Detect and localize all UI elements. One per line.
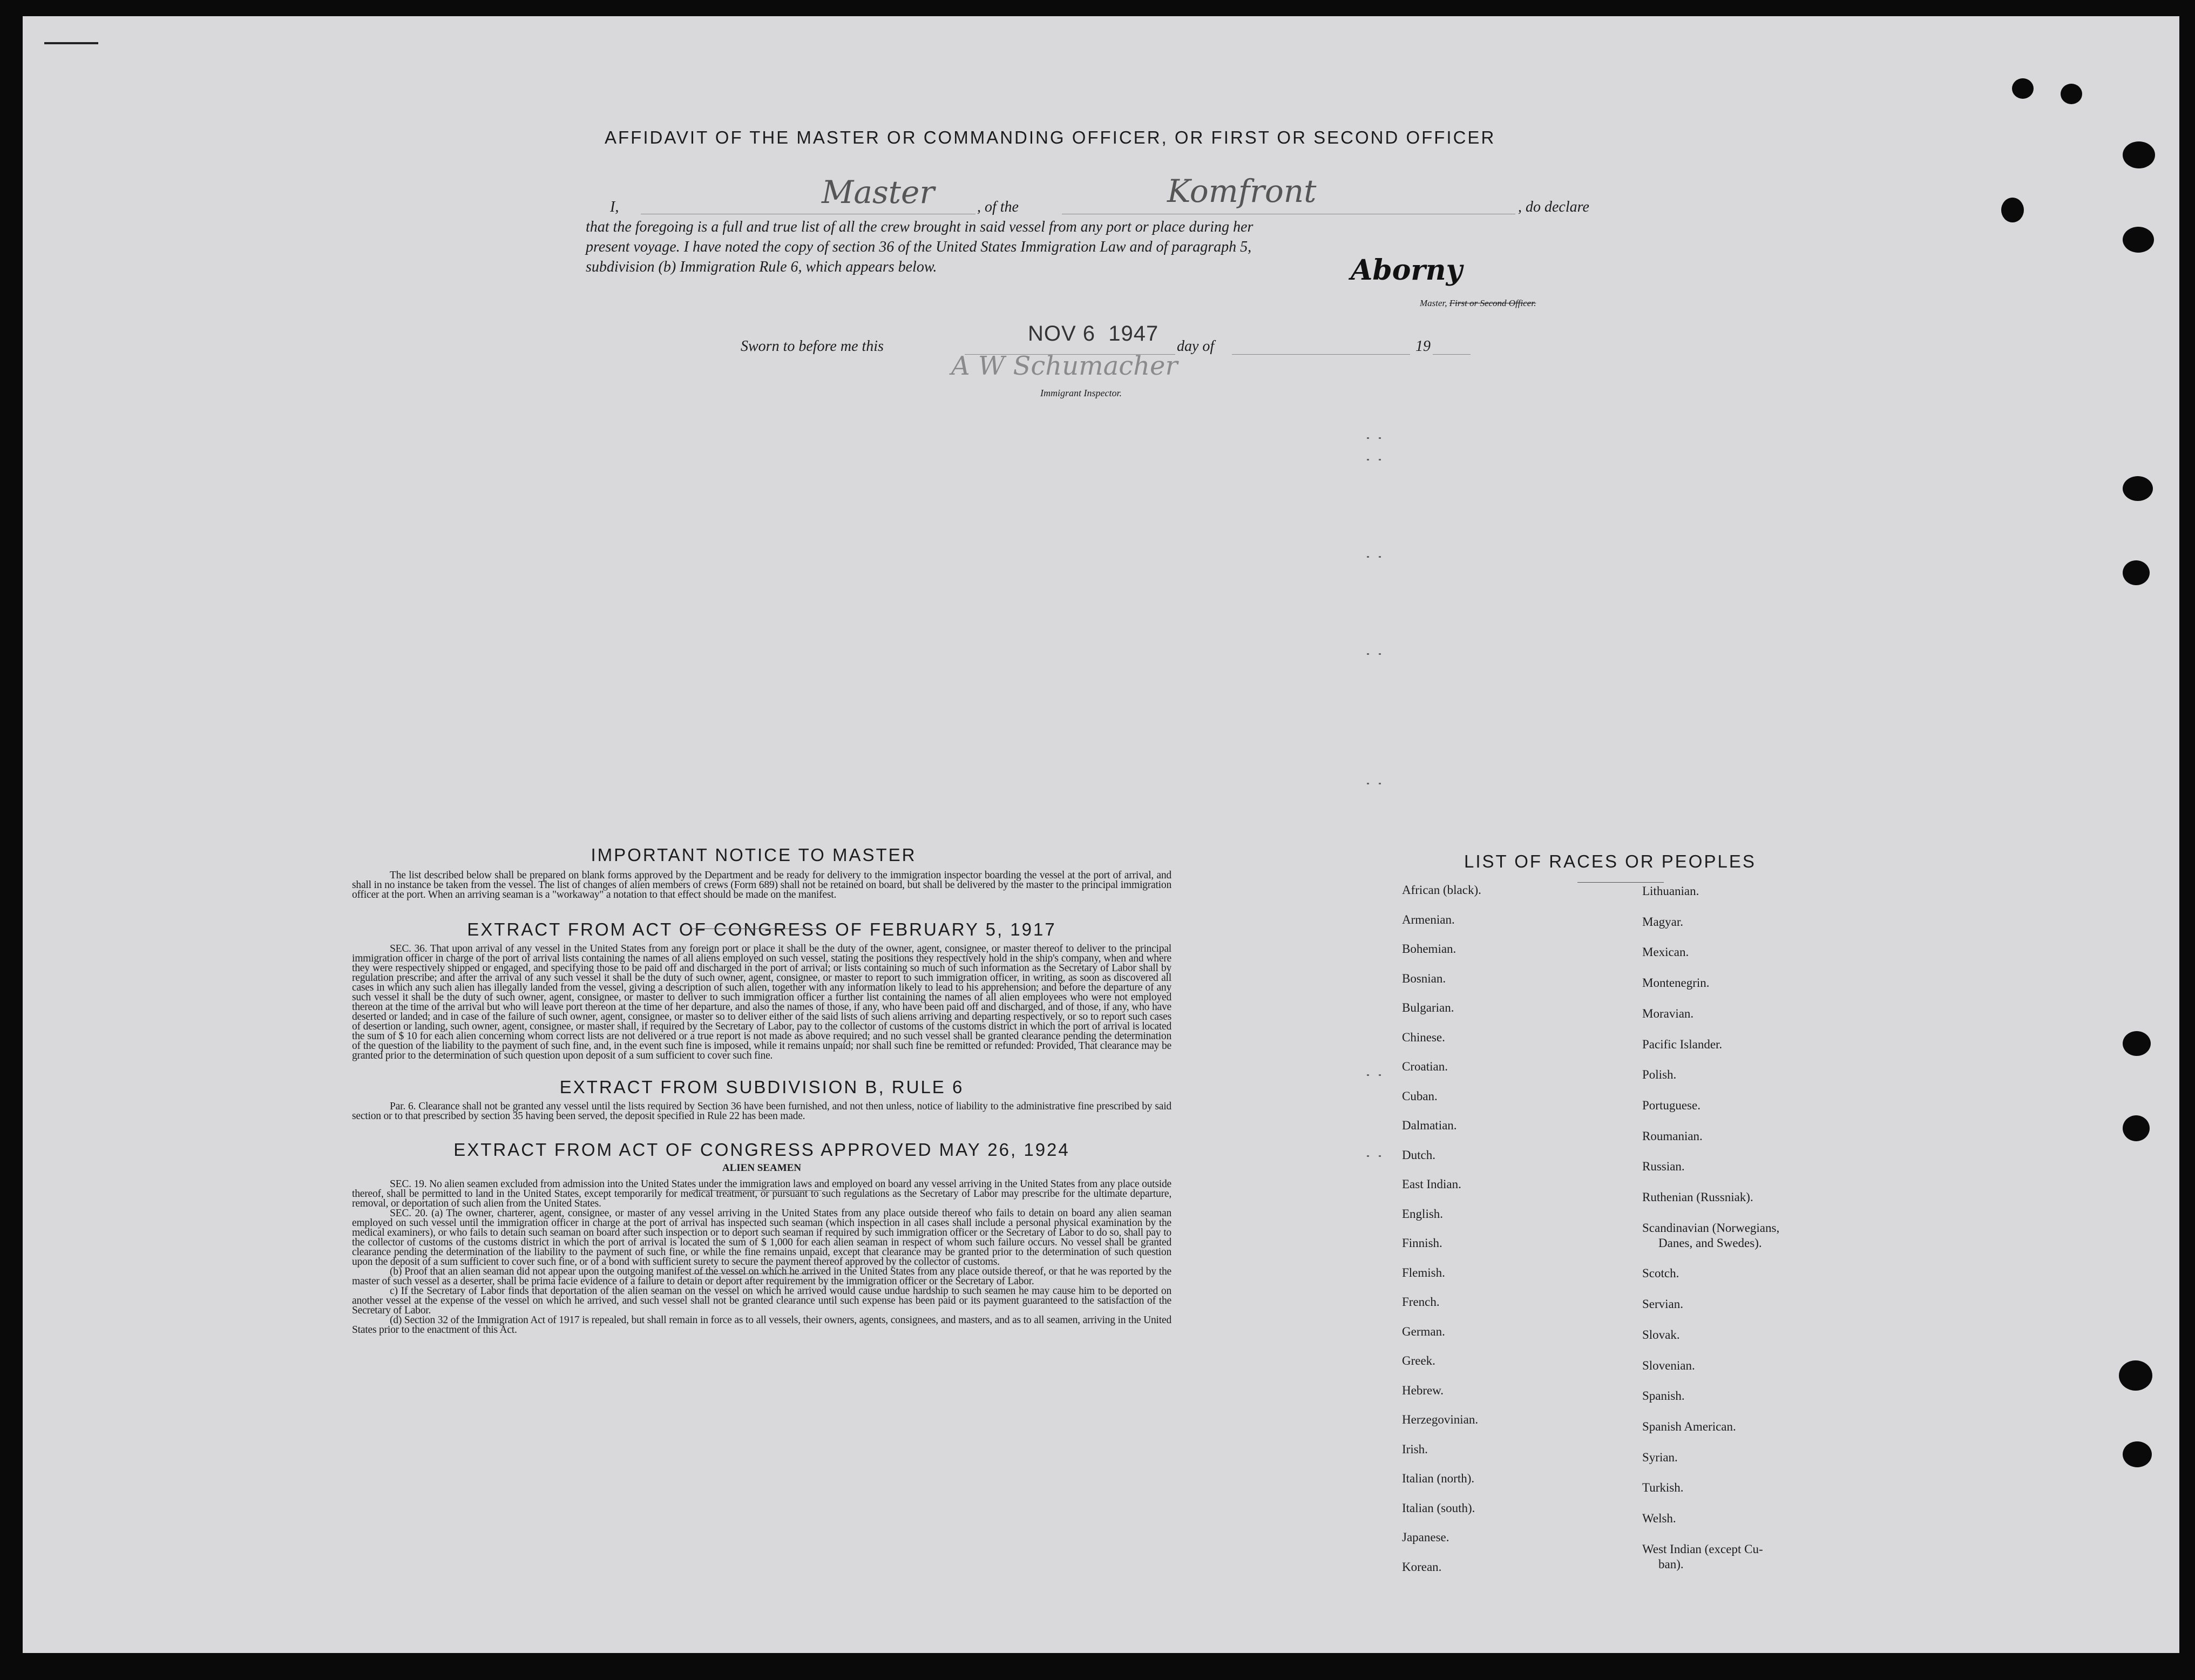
inspector-signature: A W Schumacher (951, 351, 1178, 381)
race-item: Mexican. (1642, 945, 1689, 959)
race-item: Ruthenian (Russniak). (1642, 1190, 1753, 1204)
punch-hole (2001, 198, 2024, 222)
faint-tick (1379, 459, 1381, 460)
races-heading-underline (1577, 882, 1664, 883)
punch-hole (2123, 141, 2155, 168)
race-item: Spanish. (1642, 1389, 1685, 1403)
race-item: Montenegrin. (1642, 976, 1710, 990)
act1917-divider (692, 1190, 822, 1191)
faint-tick (1379, 1155, 1381, 1157)
faint-tick (1367, 1074, 1369, 1076)
act1924-sec20a: SEC. 20. (a) The owner, charterer, agent, consignee, or master of any vessel arriving in the United States from any place outside thereof who fails to detain on board any alien seaman employed on such vessel until the immigration officer in charge at the port of arrival has inspected such seaman (which inspection in all cases shall include a personal physical examination by the medical examiners), or who fails to detain such seaman on board after such inspection or to deport such seaman if required by such immigration officer or the Secretary of Labor to do so, shall pay to the collector of customs of the customs district in which the port of arrival is located the sum of $ 1,000 for each alien seaman in respect of whom such failure occurs. No vessel shall be granted clearance pending the determination of the liability to the payment of such fine, or while the fine remains unpaid, except that clearance may be granted prior to the determination of such question upon the deposit of a sum sufficient to cover such fine, or of a bond with sufficient surety to secure the payment thereof approved by the collector of customs. (352, 1208, 1171, 1268)
punch-hole (2123, 476, 2153, 501)
race-item: Roumanian. (1642, 1129, 1703, 1143)
inspector-label: Immigrant Inspector. (1040, 388, 1122, 398)
race-item: Slovak. (1642, 1327, 1680, 1342)
sworn-month-blank (1232, 354, 1410, 355)
punch-hole (2123, 1031, 2151, 1056)
stamp-date: NOV 6 1947 (1028, 322, 1159, 346)
race-item: English. (1402, 1207, 1444, 1221)
faint-tick (1367, 437, 1369, 439)
punch-hole (2119, 1360, 2152, 1391)
races-heading: LIST OF RACES OR PEOPLES (1464, 851, 1756, 871)
race-item: Scandinavian (Norwegians, (1642, 1221, 1780, 1235)
punch-hole (2123, 1115, 2150, 1141)
race-item: Magyar. (1642, 914, 1684, 929)
document-page (23, 16, 2179, 1653)
faint-tick (1379, 437, 1381, 439)
rule6-heading: EXTRACT FROM SUBDIVISION B, RULE 6 (559, 1077, 964, 1097)
race-item: Bulgarian. (1402, 1001, 1454, 1014)
master-signature: Aborny (1351, 254, 1462, 287)
race-item: Welsh. (1642, 1512, 1676, 1525)
act1924-sec20b: (b) Proof that an alien seaman did not appear upon the outgoing manifest of the vessel on which he arrived in the United States from any place outside thereof, or that he was reported by the master of such vessel as a deserter, shall be prima facie evidence of a failure to detain or deport after requirement by the immigration officer or the Secretary of Labor. (352, 1266, 1171, 1287)
race-item: Pacific Islander. (1642, 1037, 1723, 1051)
act1917-text: SEC. 36. That upon arrival of any vessel in the United States from any foreign port or place it shall be the duty of the owner, agent, consignee, or master thereof to deliver to the principal immigration officer in charge of the port of arrival lists containing the names of all aliens employed on such vessel, stating the positions they respectively hold in the ship's company, when and where they were respectively shipped or engaged, and specifying those to be paid off and discharged in the port of arrival; or lists containing so much of such information as the Secretary of Labor shall by regulation prescribe; and after the arrival of any such vessel it shall be the duty of such owner, agent, consignee, or master to report to such immigration officer, in writing, as soon as discovered all cases in which any such alien has illegally landed from the vessel, giving a description of such alien, together with any information likely to lead to his apprehension; and before the departure of any such vessel it shall be the duty of such owner, agent, consignee, or master to deliver to such immigration officer a further list containing the names of all alien employees who were not employed thereon at the time of the arrival but who will leave port thereon at the time of her departure, and also the names of those, if any, who have been paid off and discharged, and of those, if any, who have deserted or landed; and in case of the failure of such owner, agent, consignee, or master so to deliver either of the said lists of such aliens arriving and departing respectively, or so to report such cases of desertion or landing, such owner, agent, consignee, or master shall, if required by the Secretary of Labor, pay to the collector of customs of the customs district in which the port of arrival is located the sum of $ 10 for each alien concerning whom correct lists are not delivered or a true report is not made as above required; and no such vessel shall be granted clearance pending the determination of the question of the liability to the payment of such fine, and, in the event such fine is imposed, while it remains unpaid; nor shall such fine be remitted or refunded: Provided, That clearance may be granted prior to the determination of such question upon deposit of a sum sufficient to cover such fine. (352, 943, 1171, 1061)
race-item: ban). (1658, 1557, 1684, 1571)
act1924-sec19: SEC. 19. No alien seamen excluded from admission into the United States under the immigration laws and employed on board any vessel arriving in the United States from any place outside thereof, shall be permitted to land in the United States, except temporarily for medical treatment, or pursuant to such regulations as the Secretary of Labor may prescribe for the ultimate departure, removal, or deportation of such alien from the United States. (352, 1178, 1171, 1209)
act1924-subheading: ALIEN SEAMEN (722, 1162, 802, 1174)
race-item: Lithuanian. (1642, 884, 1699, 898)
race-item: Hebrew. (1402, 1383, 1444, 1397)
race-item: Finnish. (1402, 1236, 1442, 1250)
act1924-sec20c: c) If the Secretary of Labor finds that deportation of the alien seaman on the vessel on which he arrived would cause undue hardship to such seamen he may cause him to be deported on another vessel at the expense of the vessel on which he arrived, and such vessel shall not be granted clearance until such expense has been paid or its payment guaranteed to the satisfaction of the Secretary of Labor. (352, 1285, 1171, 1316)
punch-hole (2123, 227, 2154, 253)
race-item: Herzegovinian. (1402, 1413, 1479, 1426)
race-item: Dutch. (1402, 1148, 1435, 1162)
faint-tick (1367, 556, 1369, 558)
race-item: Greek. (1402, 1354, 1435, 1367)
sworn-year-blank (1433, 354, 1471, 355)
act1924-heading: EXTRACT FROM ACT OF CONGRESS APPROVED MAY 26, 1924 (453, 1140, 1070, 1160)
filled-vessel: Komfront (1167, 173, 1317, 209)
scan-mark (44, 42, 98, 44)
race-item: German. (1402, 1324, 1445, 1338)
affidavit-of-the: , of the (977, 199, 1019, 215)
faint-tick (1379, 783, 1381, 784)
filled-rank: Master (822, 174, 935, 211)
race-item: Spanish American. (1642, 1419, 1736, 1433)
race-item: Syrian. (1642, 1450, 1678, 1464)
sworn-year-prefix: 19 (1415, 338, 1431, 355)
faint-tick (1367, 1155, 1369, 1157)
notice-heading: IMPORTANT NOTICE TO MASTER (591, 845, 917, 865)
punch-hole (2123, 1441, 2152, 1467)
faint-tick (1367, 653, 1369, 655)
race-item: Danes, and Swedes). (1658, 1236, 1762, 1250)
affidavit-line-4: subdivision (b) Immigration Rule 6, which appears below. (586, 259, 937, 275)
race-item: Irish. (1402, 1442, 1428, 1456)
race-item: Dalmatian. (1402, 1119, 1457, 1132)
race-item: African (black). (1402, 883, 1481, 897)
race-item: Flemish. (1402, 1265, 1445, 1279)
rule6-text: Par. 6. Clearance shall not be granted any vessel until the lists required by Section 36 have been furnished, and not then unless, notice of liability to the administrative fine prescribed by said section or to that prescribed by section 35 having been served, the deposit specified in Rule 22 has been made. (352, 1101, 1171, 1122)
affidavit-line-3: present voyage. I have noted the copy of section 36 of the United States Immigration Law and of paragraph 5, (586, 239, 1252, 255)
faint-tick (1367, 459, 1369, 460)
faint-tick (1379, 653, 1381, 655)
race-item: Chinese. (1402, 1030, 1445, 1044)
race-item: Armenian. (1402, 912, 1455, 926)
race-item: Croatian. (1402, 1060, 1448, 1073)
affidavit-do-declare: , do declare (1518, 199, 1589, 215)
race-item: West Indian (except Cu- (1642, 1542, 1763, 1556)
race-item: Slovenian. (1642, 1358, 1695, 1372)
notices-column (352, 845, 1171, 1335)
affidavit-i-label: I, (610, 199, 619, 215)
affidavit-title: AFFIDAVIT OF THE MASTER OR COMMANDING OFFICER, OR FIRST OR SECOND OFFICER (605, 127, 1496, 147)
race-item: Italian (north). (1402, 1472, 1475, 1485)
race-item: Moravian. (1642, 1006, 1694, 1020)
race-item: Turkish. (1642, 1481, 1684, 1495)
race-item: Servian. (1642, 1297, 1684, 1311)
punch-hole (2012, 78, 2034, 99)
race-item: French. (1402, 1295, 1440, 1309)
rule6-divider (692, 1273, 822, 1274)
punch-hole (2123, 560, 2150, 585)
signatory-struck: First or Second Officer. (1449, 298, 1536, 308)
signatory-caption (1420, 298, 1536, 309)
race-item: Bosnian. (1402, 971, 1446, 985)
race-item: Italian (south). (1402, 1501, 1475, 1515)
act1917-heading: EXTRACT FROM ACT OF CONGRESS OF FEBRUARY 5, 1917 (467, 919, 1056, 939)
sworn-label: Sworn to before me this (741, 338, 884, 355)
notice-text: The list described below shall be prepared on blank forms approved by the Department and be ready for delivery to the immigration inspector boarding the vessel at the port of arrival, and shall in no instance be taken from the vessel. The list of changes of alien members of crews (Form 689) shall not be retained on board, but shall be delivered by the master to the principal immigration officer at the port. When an arriving seaman is a "workaway" a notation to that effect should be made on the manifest. (352, 870, 1171, 900)
faint-tick (1379, 1074, 1381, 1076)
race-item: Russian. (1642, 1160, 1685, 1174)
race-item: Korean. (1402, 1560, 1442, 1574)
sworn-day-of: day of (1177, 338, 1215, 355)
race-item: East Indian. (1402, 1177, 1461, 1191)
faint-tick (1379, 556, 1381, 558)
affidavit-line-2: that the foregoing is a full and true list of all the crew brought in said vessel from any port or place during her (586, 219, 1254, 235)
race-item: Scotch. (1642, 1266, 1679, 1281)
race-item: Japanese. (1402, 1530, 1449, 1544)
race-item: Polish. (1642, 1068, 1677, 1082)
punch-hole (2061, 84, 2082, 104)
race-item: Cuban. (1402, 1089, 1438, 1103)
signatory-master: Master, (1420, 298, 1449, 308)
act1924-sec20d: (d) Section 32 of the Immigration Act of 1917 is repealed, but shall remain in force as to all vessels, their owners, agents, consignees, and masters, and as to all seamen, arriving in the United States prior to the enactment of this Act. (352, 1315, 1171, 1336)
race-item: Portuguese. (1642, 1098, 1701, 1112)
faint-tick (1367, 783, 1369, 784)
race-item: Bohemian. (1402, 942, 1456, 956)
